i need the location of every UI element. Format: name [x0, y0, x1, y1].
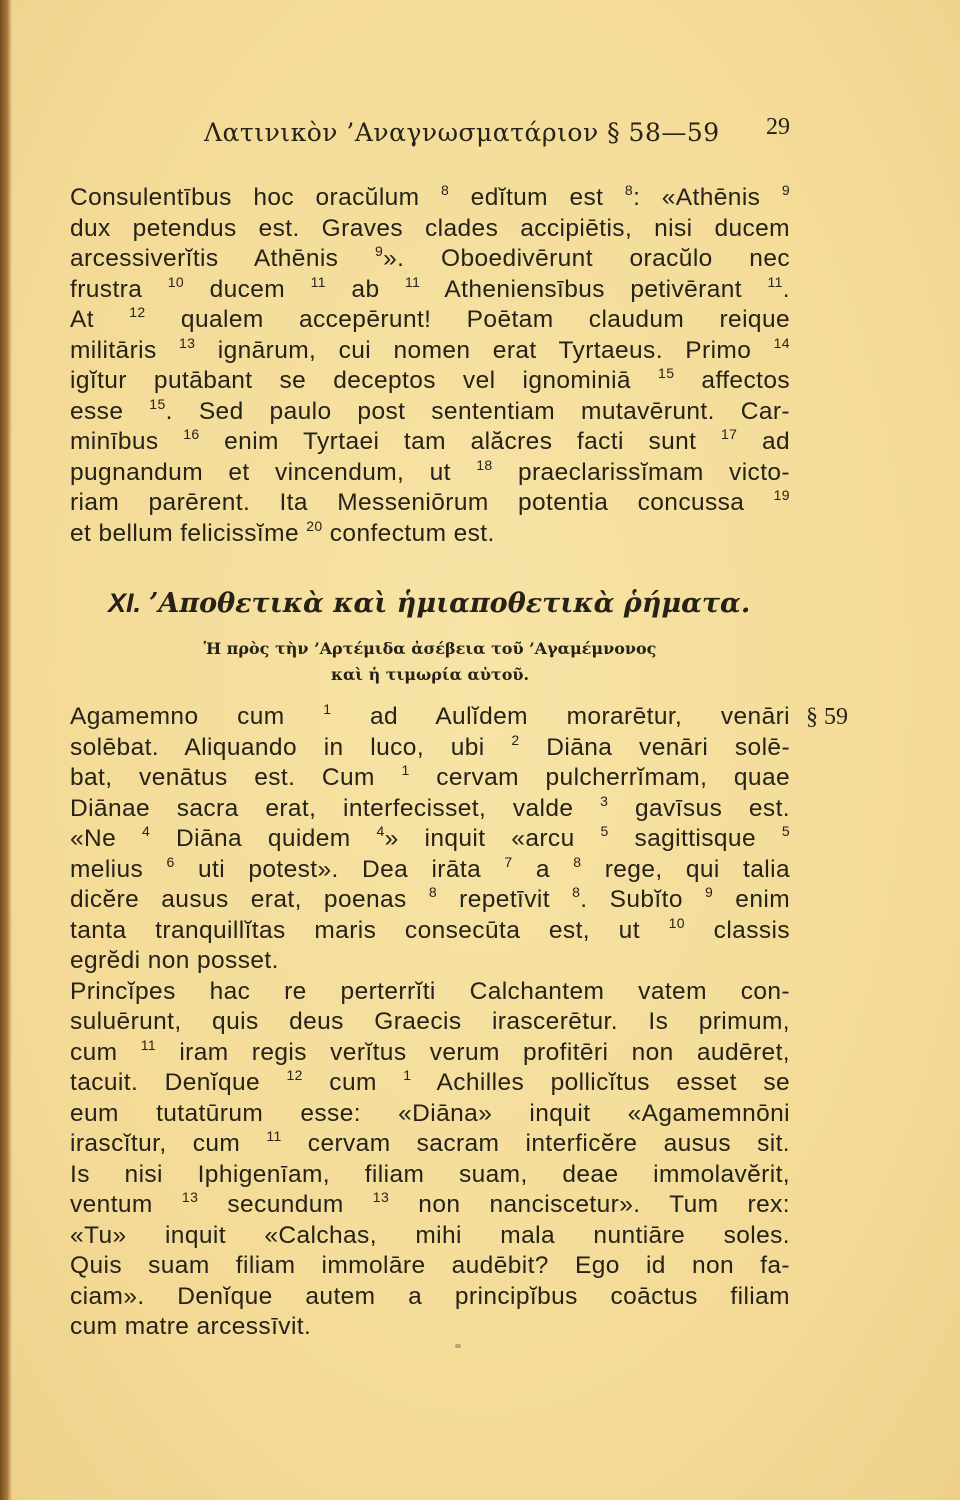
text-segment: Diānae sacra erat, interfecisset, valde [70, 794, 601, 822]
margin-section-reference: § 59 [806, 704, 848, 730]
text-segment: ventum [70, 1191, 182, 1218]
text-segment: At [70, 306, 130, 333]
footnote-marker: 8 [573, 853, 582, 870]
text-segment: ad [737, 428, 790, 455]
text-segment: ignārum, cui nomen erat Tyrtaeus. Primo [195, 336, 774, 364]
footnote-marker: 15 [149, 395, 166, 412]
text-segment: eum tutatūrum esse: «Diāna» inquit «Agamemnōni [70, 1099, 790, 1127]
text-segment: praeclarissĭmam victo- [492, 458, 790, 486]
footnote-marker: 19 [773, 487, 790, 503]
text-line [70, 275, 790, 306]
text-segment: edĭtum est [449, 184, 625, 211]
text-segment: cervam sacram interficĕre ausus sit. [281, 1130, 790, 1157]
text-line [70, 183, 790, 214]
footnote-marker: 6 [166, 853, 175, 870]
footnote-marker: 9 [704, 884, 714, 900]
text-line [70, 305, 790, 336]
text-segment: irascĭtur, cum [70, 1130, 267, 1157]
text-segment: iram regis verĭtus verum profitēri non audēret, [156, 1038, 790, 1066]
text-line [70, 336, 790, 367]
text-segment: ducem [184, 275, 311, 303]
text-segment: dicĕre ausus erat, poenas [70, 886, 429, 913]
footnote-marker: 9 [374, 243, 384, 259]
text-segment: Consulentībus hoc oracŭlum [70, 184, 441, 211]
footnote-marker: 8 [428, 884, 438, 900]
text-line [70, 977, 790, 1008]
page-binding-edge [0, 0, 12, 1500]
text-segment: cum [302, 1069, 404, 1096]
text-line [70, 244, 790, 275]
footnote-marker: 9 [781, 182, 790, 198]
footnote-marker: 8 [624, 182, 634, 198]
footnote-marker: 11 [140, 1036, 157, 1053]
text-segment: sagittisque [608, 825, 782, 852]
footnote-marker: 1 [323, 701, 332, 717]
text-segment: Achilles pollicĭtus esset se [411, 1069, 791, 1096]
text-line [70, 1190, 790, 1221]
text-segment: Atheniensībus petivērant [420, 275, 768, 303]
footnote-marker: 12 [286, 1067, 303, 1083]
footnote-marker: 3 [600, 792, 609, 809]
text-segment: egrĕdi non posset. [70, 947, 279, 974]
text-segment: riam parērent. Ita Messeniōrum potentia concussa [70, 489, 774, 516]
text-segment: . [782, 275, 791, 303]
text-segment: minībus [70, 428, 184, 455]
paragraph-tyrtaeus [70, 183, 790, 549]
footnote-marker: 1 [403, 1067, 412, 1083]
text-segment: rege, qui talia [581, 855, 790, 883]
text-segment: Is nisi Iphigenīam, filiam suam, deae immolavĕrit, [70, 1160, 790, 1188]
text-line [70, 946, 790, 977]
text-segment: a [512, 855, 574, 883]
text-segment: uti potest». Dea irāta [174, 855, 505, 883]
text-segment: frustra [70, 275, 168, 303]
text-segment: gavīsus est. [608, 794, 790, 822]
text-segment: ad Aulĭdem morarētur, venāri [331, 703, 790, 730]
text-segment: enim Tyrtaei tam alăcres facti sunt [199, 428, 721, 455]
footnote-marker: 13 [372, 1189, 390, 1205]
footnote-marker: 7 [504, 853, 513, 870]
text-line [70, 1221, 790, 1252]
text-line [70, 1251, 790, 1282]
text-segment: esse [70, 397, 150, 425]
footnote-marker: 4 [376, 823, 385, 839]
text-line [70, 824, 790, 855]
text-segment: ab [325, 275, 405, 303]
text-segment: enim [713, 886, 791, 913]
text-segment: affectos [674, 367, 790, 394]
text-segment: ciam». Denĭque autem a principĭbus coāctus filiam [70, 1282, 790, 1310]
text-segment: et bellum felicissĭme [70, 519, 307, 547]
text-segment: pugnandum et vincendum, ut [70, 458, 477, 486]
text-segment: arcessiverĭtis Athēnis [70, 245, 375, 272]
text-segment: igĭtur putābant se deceptos vel ignominiā [70, 367, 659, 394]
text-segment: Quis suam filiam immolāre audēbit? Ego id non fa- [70, 1252, 790, 1279]
text-line [70, 855, 790, 886]
text-segment: . Sed paulo post sententiam mutavērunt. Car- [165, 397, 790, 425]
text-line [70, 214, 790, 245]
footnote-marker: 5 [781, 823, 791, 839]
footnote-marker: 8 [572, 884, 581, 900]
text-segment: secundum [198, 1191, 373, 1218]
footnote-marker: 18 [476, 456, 493, 473]
footnote-marker: 11 [266, 1128, 282, 1144]
text-segment: » inquit «arcu [384, 825, 601, 852]
text-segment: «Ne [70, 825, 142, 852]
text-line [70, 1068, 790, 1099]
text-line [70, 794, 790, 825]
text-line [70, 397, 790, 428]
text-segment: tacuit. Denĭque [70, 1069, 287, 1096]
text-line [70, 458, 790, 489]
footnote-marker: 11 [310, 273, 326, 290]
footnote-marker: 11 [767, 273, 783, 290]
text-segment: Agamemno cum [70, 703, 324, 730]
text-segment: Diāna venāri solē- [519, 733, 790, 761]
header-title: Λατινικὸν ’Αναγνωσματάριον § 58—59 [204, 118, 720, 147]
text-segment: melius [70, 855, 167, 883]
text-segment: Princĭpes hac re perterrĭti Calchantem vatem con- [70, 977, 790, 1005]
text-segment: solēbat. Aliquando in luco, ubi [70, 733, 512, 761]
footnote-marker: 17 [720, 426, 738, 442]
footnote-marker: 16 [183, 426, 200, 442]
footnote-marker: 1 [401, 762, 410, 778]
footnote-marker: 4 [141, 823, 151, 839]
footnote-marker: 13 [179, 334, 196, 351]
text-segment: confectum est. [322, 519, 495, 547]
footnote-marker: 10 [668, 914, 685, 931]
text-segment: bat, venātus est. Cum [70, 764, 402, 791]
text-segment: suluērunt, quis deus Graecis irascerētur. Is primum, [70, 1008, 790, 1035]
page-number: 29 [766, 114, 790, 140]
text-line [70, 1099, 790, 1130]
story-title-line-2: καὶ ἡ τιμωρία αὐτοῦ. [330, 665, 530, 684]
text-line [70, 733, 790, 764]
text-line [70, 1312, 790, 1343]
footnote-marker: 8 [441, 182, 450, 198]
text-segment: dux petendus est. Graves clades accipiētis, nisi ducem [70, 214, 790, 242]
running-header [70, 114, 790, 162]
footnote-marker: 10 [167, 273, 185, 290]
text-segment: «Tu» inquit «Calchas, mihi mala nuntiāre soles. [70, 1221, 790, 1249]
section-title-text: ’Αποθετικὰ καὶ ἡμιαποθετικὰ ῥήματα. [149, 588, 751, 619]
text-line [70, 1007, 790, 1038]
footnote-marker: 2 [511, 731, 520, 748]
footnote-marker: 13 [181, 1189, 199, 1205]
text-line [70, 1160, 790, 1191]
paragraph-agamemnon [70, 702, 790, 1343]
ink-speck [455, 1344, 461, 1348]
footnote-marker: 5 [600, 823, 609, 839]
footnote-marker: 15 [658, 365, 675, 381]
text-segment: classis [684, 916, 790, 944]
text-line [70, 763, 790, 794]
text-line [70, 488, 790, 519]
text-segment: : «Athēnis [633, 184, 782, 211]
text-line [70, 702, 790, 733]
section-number: XI. [108, 588, 142, 618]
footnote-marker: 11 [404, 273, 421, 290]
text-line [70, 916, 790, 947]
text-line [70, 366, 790, 397]
footnote-marker: 14 [773, 334, 790, 351]
text-segment: cum matre arcessīvit. [70, 1313, 312, 1340]
text-segment: . Subĭto [580, 886, 705, 913]
section-heading [108, 588, 808, 619]
text-segment: cervam pulcherrĭmam, quae [409, 764, 790, 791]
text-segment: cum [70, 1038, 141, 1066]
text-line [70, 519, 790, 550]
text-line [70, 427, 790, 458]
text-segment: qualem accepērunt! Poētam claudum reique [145, 306, 791, 333]
text-line [70, 1282, 790, 1313]
text-segment: ». Oboedivērunt oracŭlo nec [383, 245, 791, 272]
text-segment: non nanciscetur». Tum rex: [389, 1191, 790, 1218]
text-segment: repetīvit [437, 886, 573, 913]
footnote-marker: 12 [129, 304, 146, 320]
text-line [70, 885, 790, 916]
story-title-line-1: Ἡ πρὸς τὴν ’Αρτέμιδα ἀσέβεια τοῦ ’Αγαμέμνονος [203, 639, 657, 658]
text-line [70, 1129, 790, 1160]
text-segment: Diāna quidem [150, 825, 377, 852]
text-segment: tanta tranquillĭtas maris consecūta est, ut [70, 916, 669, 944]
text-segment: militāris [70, 336, 179, 364]
footnote-marker: 20 [306, 517, 323, 534]
text-line [70, 1038, 790, 1069]
